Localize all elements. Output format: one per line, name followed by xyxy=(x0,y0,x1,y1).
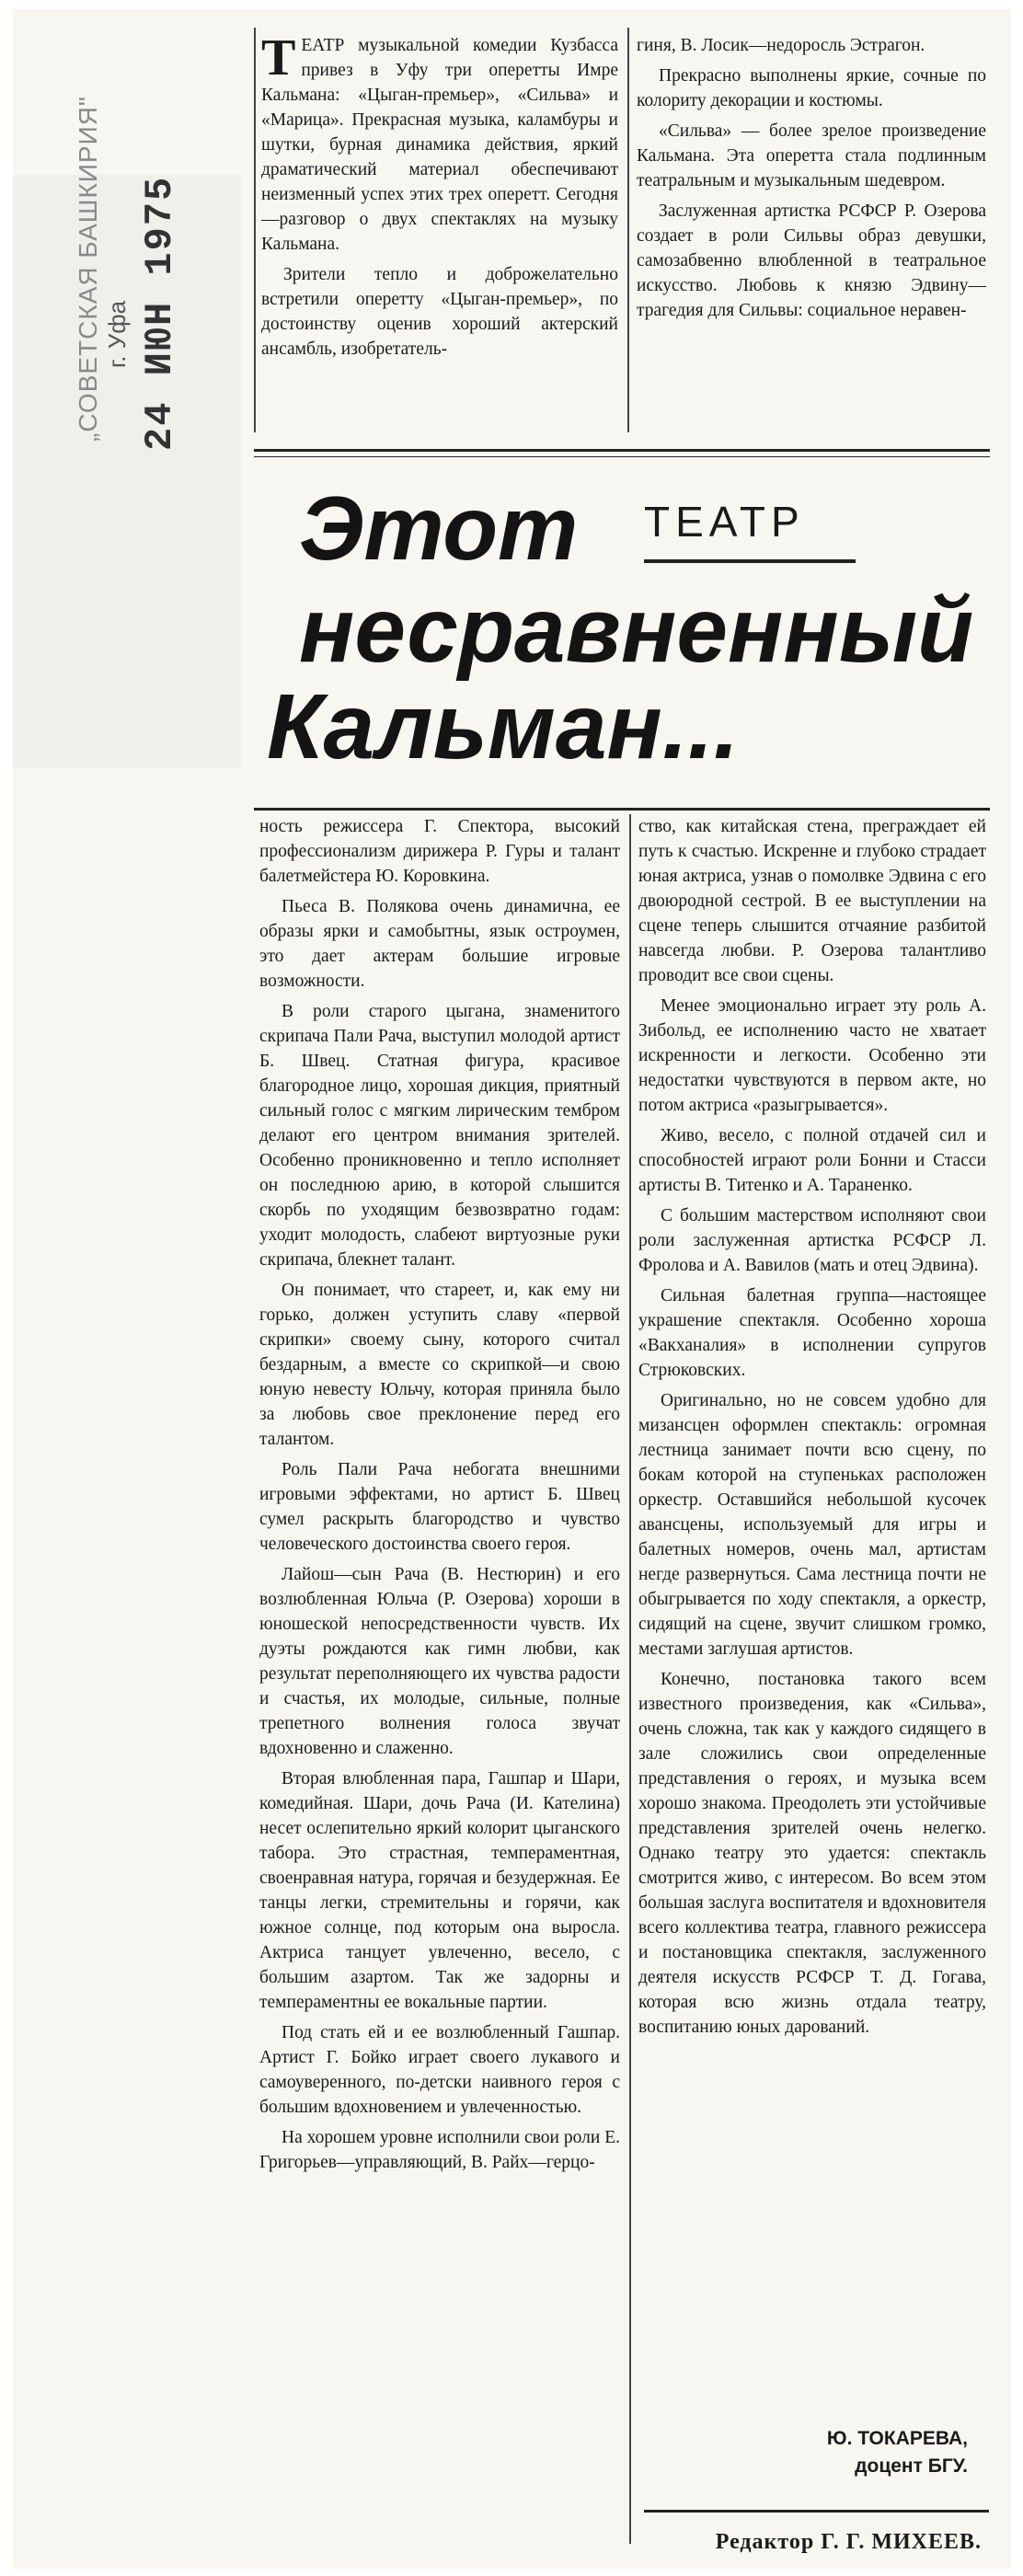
column-divider-top-mid xyxy=(627,28,629,432)
bottom-col2-paragraph-4: С большим мастерством исполняют свои роли заслуженная артистка РСФСР Л. Фролова и А. Вавилов (мать и отец Эдвина). xyxy=(638,1206,986,1275)
bottom-col1-paragraph-1: ность режиссера Г. Спектора, высокий профессионализм дирижера Р. Гуры и талант балетмейстера Ю. Коровкина. xyxy=(259,817,620,886)
top-col2-paragraph-4: Заслуженная артистка РСФСР Р. Озерова создает в роли Сильвы образ девушки, самозабвенно влюбленной в театральное искусство. Любовь к князю Эдвину—трагедия для Сильвы: социальное неравен- xyxy=(637,201,986,320)
column-divider-bottom xyxy=(629,814,631,2544)
bottom-col1-paragraph-5: Роль Пали Рача небогата внешними игровыми эффектами, но артист Б. Швец сумел раскрыть благородство и чувство человеческого достоинства своего героя. xyxy=(259,1460,620,1554)
headline-line-1: Этот xyxy=(299,477,579,579)
bottom-col2-paragraph-7: Конечно, постановка такого всем известного произведения, как «Сильва», очень сложна, так как у каждого сидящего в зале сложились свои определенные представления о героях, и музыка всем хорошо знакома. Преодолеть эти устойчивые представления зрителей очень нелегко. Однако театру это удается: спектакль смотрится живо, с интересом. Во всем этом большая заслуга воспитателя и вдохновителя всего коллектива театра, главного режиссера и постановщика спектакля, заслуженного деятеля искусств РСФСР Т. Д. Гогава, которая всю жизнь отдала театру, воспитанию юных дарований. xyxy=(638,1670,986,2037)
author-name: Ю. ТОКАРЕВА, xyxy=(826,2428,968,2449)
author-signature xyxy=(827,2425,968,2480)
bottom-col2-paragraph-5: Сильная балетная группа—настоящее украшение спектакля. Особенно хороша «Вакханалия» в исполнении супругов Стрюковских. xyxy=(638,1286,986,1380)
bottom-col1-paragraph-6: Лайош—сын Рача (В. Нестюрин) и его возлюбленная Юльча (Р. Озерова) хороши в юношеской непосредственности чувств. Их дуэты рождаются как гимн любви, как результат переполняющего их чувства радости и счастья, их молодые, сильные, полные трепетного волнения голоса звучат вдохновенно и слаженно. xyxy=(259,1565,620,1758)
top-col2-paragraph-2: Прекрасно выполнены яркие, сочные по колориту декорации и костюмы. xyxy=(637,66,986,110)
top-col2-paragraph-3: «Сильва» — более зрелое произведение Кальмана. Эта оперетта стала подлинным театральным и музыкальным шедевром. xyxy=(637,121,986,190)
bottom-col2-paragraph-2: Менее эмоционально играет эту роль А. Зибольд, ее исполнению часто не хватает искренности и легкости. Особенно эти недостатки чувствуются в первом акте, но потом актриса «разыгрывается». xyxy=(638,996,986,1115)
editor-line: Редактор Г. Г. МИХЕЕВ. xyxy=(715,2530,982,2554)
top-col2-paragraph-1: гиня, В. Лосик—недоросль Эстрагон. xyxy=(637,36,925,55)
bottom-col1-paragraph-3: В роли старого цыгана, знаменитого скрипача Пали Рача, выступил молодой артист Б. Швец. Статная фигура, красивое благородное лицо, хорошая дикция, приятный сильный голос с мягким лирическим тембром делают его центром внимания зрителей. Особенно проникновенно и тепло исполняет он последнюю арию, в которой слышится скорбь по уходящим безвозвратно годам: уходит молодость, слабеют виртуозные руки скрипача, блекнет талант. xyxy=(259,1002,620,1270)
top-column-2 xyxy=(637,33,986,328)
bottom-col1-paragraph-7: Вторая влюбленная пара, Гашпар и Шари, комедийная. Шари, дочь Рача (И. Кателина) несет ослепительно яркий колорит цыганского табора. Это страстная, темпераментная, своенравная натура, горячая и безудержная. Ее танцы легки, стремительны и горячи, как южное солнце, под которым она выросла. Актриса танцует увлеченно, весело, с большим азартом. Так же задорны и темпераментны ее вокальные партии. xyxy=(259,1769,620,2012)
stamp-newspaper-name: „СОВЕТСКАЯ БАШКИРИЯ" xyxy=(74,96,102,442)
headline-line-2: несравненный xyxy=(299,579,974,682)
top-col1-paragraph-2: Зрители тепло и доброжелательно встретили оперетту «Цыган-премьер», по достоинству оценив хороший актерский ансамбль, изобретатель- xyxy=(261,265,618,359)
editor-rule xyxy=(644,2510,989,2513)
drop-cap: Т xyxy=(261,29,296,86)
top-column-1 xyxy=(261,29,618,367)
stamp-city: г. Уфа xyxy=(103,300,131,368)
header-top-rule xyxy=(254,449,990,452)
header-bottom-rule xyxy=(254,808,990,811)
bottom-column-1 xyxy=(259,814,620,2180)
newspaper-stamp xyxy=(74,96,132,442)
bottom-column-2 xyxy=(638,814,986,2045)
bottom-col2-paragraph-3: Живо, весело, с полной отдачей сил и способностей играют роли Бонни и Стасси артисты В. Титенко и А. Тараненко. xyxy=(638,1126,986,1195)
top-col1-paragraph-1: ТЕАТР музыкальной комедии Кузбасса привез в Уфу три оперетты Имре Кальмана: «Цыган-премьер», «Сильва» и «Марица». Прекрасная музыка, каламбуры и шутки, бурная динамика действия, яркий драматический материал обеспечивают неизменный успех этих трех оперетт. Сегодня—разговор о двух спектаклях на музыку Кальмана. xyxy=(261,29,618,254)
kicker-underline xyxy=(644,559,856,563)
section-kicker: ТЕАТР xyxy=(644,498,805,546)
column-divider-top-left xyxy=(254,28,256,432)
bottom-col2-paragraph-1: ство, как китайская стена, преграждает ей путь к счастью. Искренне и глубоко страдает юная актриса, узнав о помолвке Эдвина с его двоюродной сестрой. В ее выступлении на сцене теперь слышится отчаяние разбитой навсегда любви. Р. Озерова талантливо проводит все свои сцены. xyxy=(638,817,986,985)
bottom-col1-paragraph-9: На хорошем уровне исполнили свои роли Е. Григорьев—управляющий, В. Райх—герцо- xyxy=(259,2128,620,2172)
author-title: доцент БГУ. xyxy=(855,2455,968,2477)
bottom-col1-paragraph-2: Пьеса В. Полякова очень динамична, ее образы ярки и самобытны, язык остроумен, это дает актерам большие игровые возможности. xyxy=(259,897,620,991)
header-top-rule-thin xyxy=(254,456,990,457)
bottom-col2-paragraph-6: Оригинально, но не совсем удобно для мизансцен оформлен спектакль: огромная лестница занимает почти всю сцену, по бокам которой на ступеньках расположен оркестр. Оставшийся небольшой кусочек авансцены, используемый для игры и балетных номеров, очень мал, артистам негде развернуться. Сама лестница почти не обыгрывается по ходу спектакля, а оркестр, сидящий на сцене, звучит слишком громко, местами заглушая артистов. xyxy=(638,1391,986,1659)
bottom-col1-paragraph-4: Он понимает, что стареет, и, как ему ни горько, должен уступить славу «первой скрипки» своему сыну, которого считал бездарным, а вместе со скрипкой—и свою юную невесту Юльчу, которая приняла было за любовь свое преклонение перед его талантом. xyxy=(259,1281,620,1449)
stamp-date: 24 ИЮН 1975 xyxy=(138,175,182,451)
bottom-col1-paragraph-8: Под стать ей и ее возлюбленный Гашпар. Артист Г. Бойко играет своего лукавого и самоуверенного, по-детски наивного героя с большим вдохновением и увлеченностью. xyxy=(259,2023,620,2117)
headline-line-3: Кальман... xyxy=(267,675,740,778)
